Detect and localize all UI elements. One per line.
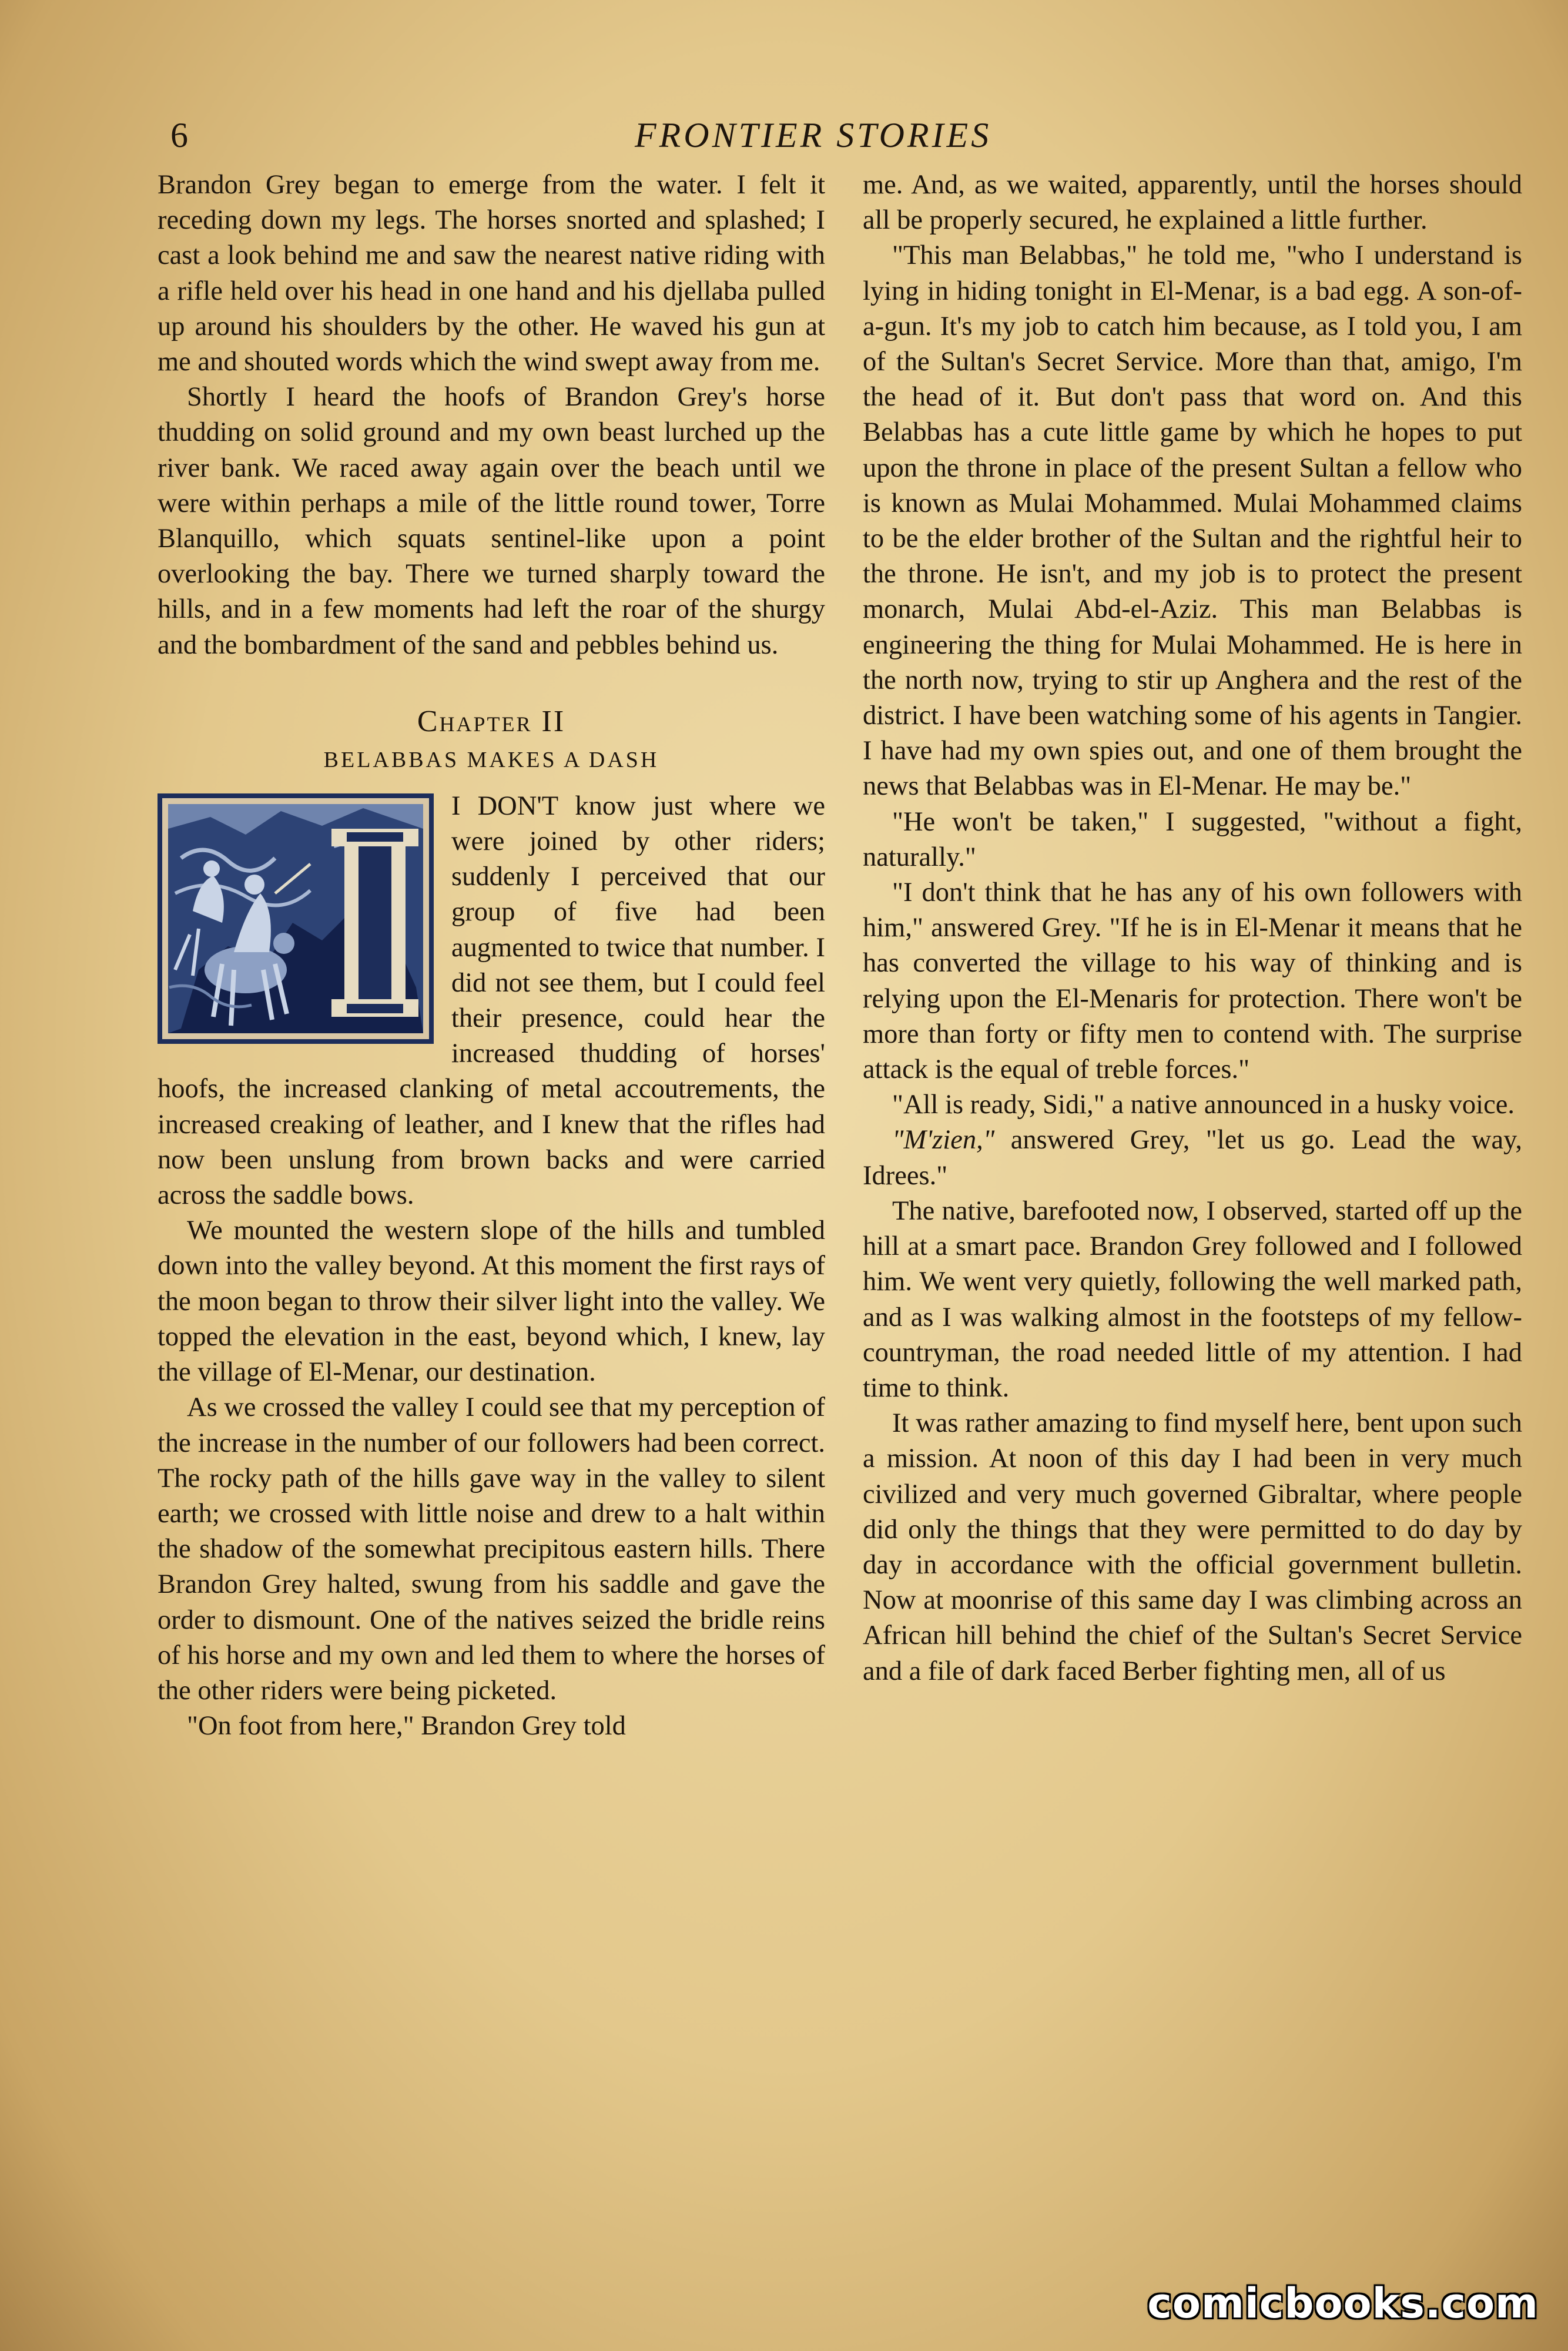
paragraph: It was rather amazing to find myself here, bent upon such a mission. At noon of this day I had been in very much civilized and very much governed Gibraltar, where people did only the things that they were permitted to do day by day in accordance with the official government bulletin. Now at moonrise of this same day I was climbing across an African hill behind the chief of the Sultan's Secret Service and a file of dark faced Berber fighting men, all of us bbox=[863, 1408, 1522, 1686]
page-header bbox=[170, 109, 1557, 162]
paragraph bbox=[863, 1123, 1522, 1193]
italic-speech: "M'zien," bbox=[892, 1125, 995, 1156]
right-column bbox=[863, 168, 1522, 1689]
speech-continuation: answered Grey, "let us go. Lead the way, Idrees." bbox=[863, 1125, 1522, 1191]
paragraph: Shortly I heard the hoofs of Brandon Grey's horse thudding on solid ground and my own beast lurched up the river bank. We raced away again over the beach until we were within perhaps a mile of the little round tower, Torre Blanquillo, which squats sentinel-like upon a point overlooking the bay. There we turned sharply toward the hills, and in a few moments had left the roar of the shurgy and the bombardment of the sand and pebbles behind us. bbox=[158, 382, 825, 660]
paragraph: "On foot from here," Brandon Grey told bbox=[187, 1711, 626, 1742]
chapter-heading: Chapter II bbox=[417, 704, 566, 738]
paragraph: Brandon Grey began to emerge from the water. I felt it receding down my legs. The horses snorted and splashed; I cast a look behind me and saw the nearest native riding with a rifle held over his head in one hand and his djellaba pulled up around his shoulders by the other. He waved his gun at me and shouted words which the wind swept away from me. bbox=[158, 170, 825, 377]
left-column bbox=[158, 168, 825, 1744]
paragraph: The native, barefooted now, I observed, started off up the hill at a smart pace. Brandon Grey followed and I followed him. We went very quietly, following the well marked path, and as I was walking almost in the footsteps of my fellow-countryman, the road needed little of my attention. I had time to think. bbox=[863, 1195, 1522, 1403]
paragraph: "All is ready, Sidi," a native announced in a husky voice. bbox=[892, 1090, 1515, 1120]
chapter-title: BELABBAS MAKES A DASH bbox=[323, 747, 659, 772]
paragraph: "He won't be taken," I suggested, "without a fight, naturally." bbox=[863, 806, 1522, 872]
illustrated-initial-letter bbox=[158, 793, 434, 1044]
paragraph: As we crossed the valley I could see that my perception of the increase in the number of our followers had been correct. The rocky path of the hills gave way in the valley to silent earth; we crossed with little noise and drew to a halt within the shadow of the somewhat precipitous eastern hills. There Brandon Grey halted, swung from his saddle and gave the order to dismount. One of the natives seized the bridle reins of his horse and my own and led them to where the horses of the other riders were being picketed. bbox=[158, 1392, 825, 1706]
paragraph: me. And, as we waited, apparently, until the horses should all be properly secured, he explained a little further. bbox=[863, 170, 1522, 236]
page-number: 6 bbox=[170, 116, 188, 155]
site-watermark: comicbooks.com bbox=[1147, 2279, 1539, 2327]
woodcut-horseman-illustration bbox=[158, 793, 434, 1044]
paragraph: We mounted the western slope of the hills and tumbled down into the valley beyond. At this moment the first rays of the moon began to throw their silver light into the valley. We topped the elevation in the east, beyond which, I knew, lay the village of El-Menar, our destination. bbox=[158, 1215, 825, 1388]
paragraph: "This man Belabbas," he told me, "who I understand is lying in hiding tonight in El-Menar, is a bad egg. A son-of-a-gun. It's my job to catch him because, as I told you, I am of the Sultan's Secret Service. More than that, amigo, I'm the head of it. But don't pass that word on. And this Belabbas has a cute little game by which he hopes to put upon the throne in place of the present Sultan a fellow who is known as Mulai Mohammed. Mulai Mohammed claims to be the elder brother of the Sultan and the rightful heir to the throne. He isn't, and my job is to protect the present monarch, Mulai Abd-el-Aziz. This man Belabbas is engineering the thing for Mulai Mohammed. He is here in the north now, trying to stir up Anghera and the rest of the district. I have been watching some of his agents in Tangier. I have had my own spies out, and one of them brought the news that Belabbas was in El-Menar. He may be." bbox=[863, 240, 1522, 802]
paragraph: "I don't think that he has any of his own followers with him," answered Grey. "If he is in El-Menar it means that he has converted the village to his way of thinking and is relying upon the El-Menaris for protection. There won't be more than forty or fifty men to contend with. The surprise attack is the equal of treble forces." bbox=[863, 878, 1522, 1085]
paragraph: I DON'T know just where we were joined by other riders; suddenly I perceived that our group of five had been augmented to twice that number. I did not see them, but I could feel their presence, could hear the increased thudding of horses' hoofs, the increased clanking of metal accoutrements, the increased creaking of leather, and I knew that the rifles had now been unslung from brown backs and were carried across the saddle bows. bbox=[158, 791, 825, 1211]
running-title: FRONTIER STORIES bbox=[635, 116, 992, 155]
